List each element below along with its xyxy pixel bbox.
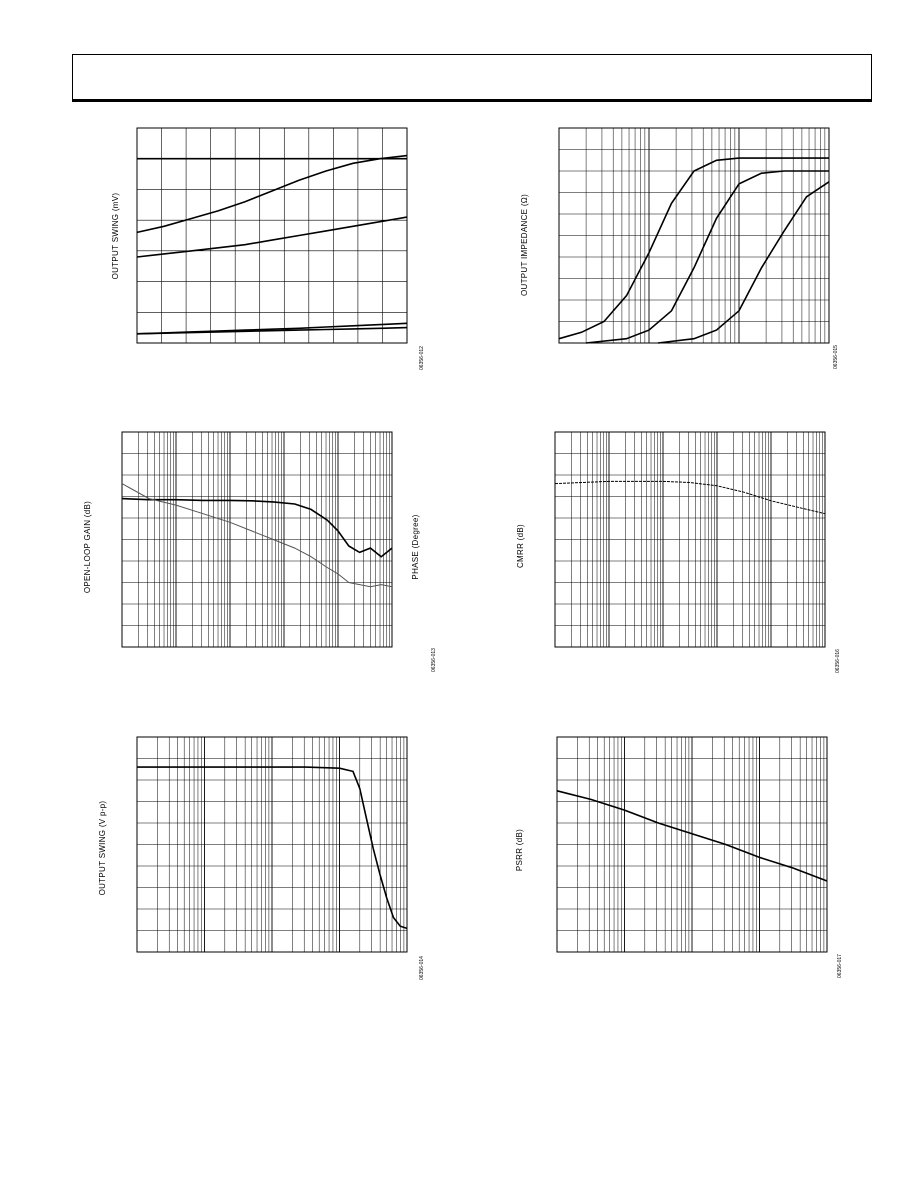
y-axis-label: CMRR (dB) (516, 523, 525, 569)
y-axis-label: OPEN-LOOP GAIN (dB) (83, 500, 92, 594)
y-axis-label: OUTPUT SWING (V p-p) (98, 800, 107, 896)
y-axis-label-right: PHASE (Degree) (411, 514, 420, 580)
y-axis-label: OUTPUT SWING (mV) (111, 192, 120, 280)
y-axis-label: OUTPUT IMPEDANCE (Ω) (520, 193, 529, 297)
figure-id: 06356-016 (835, 649, 841, 673)
figure-id: 06356-013 (431, 648, 437, 672)
figure-id: 06356-017 (837, 954, 843, 978)
grid (557, 737, 827, 952)
figure-id: 06356-012 (419, 346, 425, 370)
figure-id: 06356-015 (833, 345, 839, 369)
y-axis-label: PSRR (dB) (515, 828, 524, 872)
figure-id: 06356-014 (419, 956, 425, 980)
